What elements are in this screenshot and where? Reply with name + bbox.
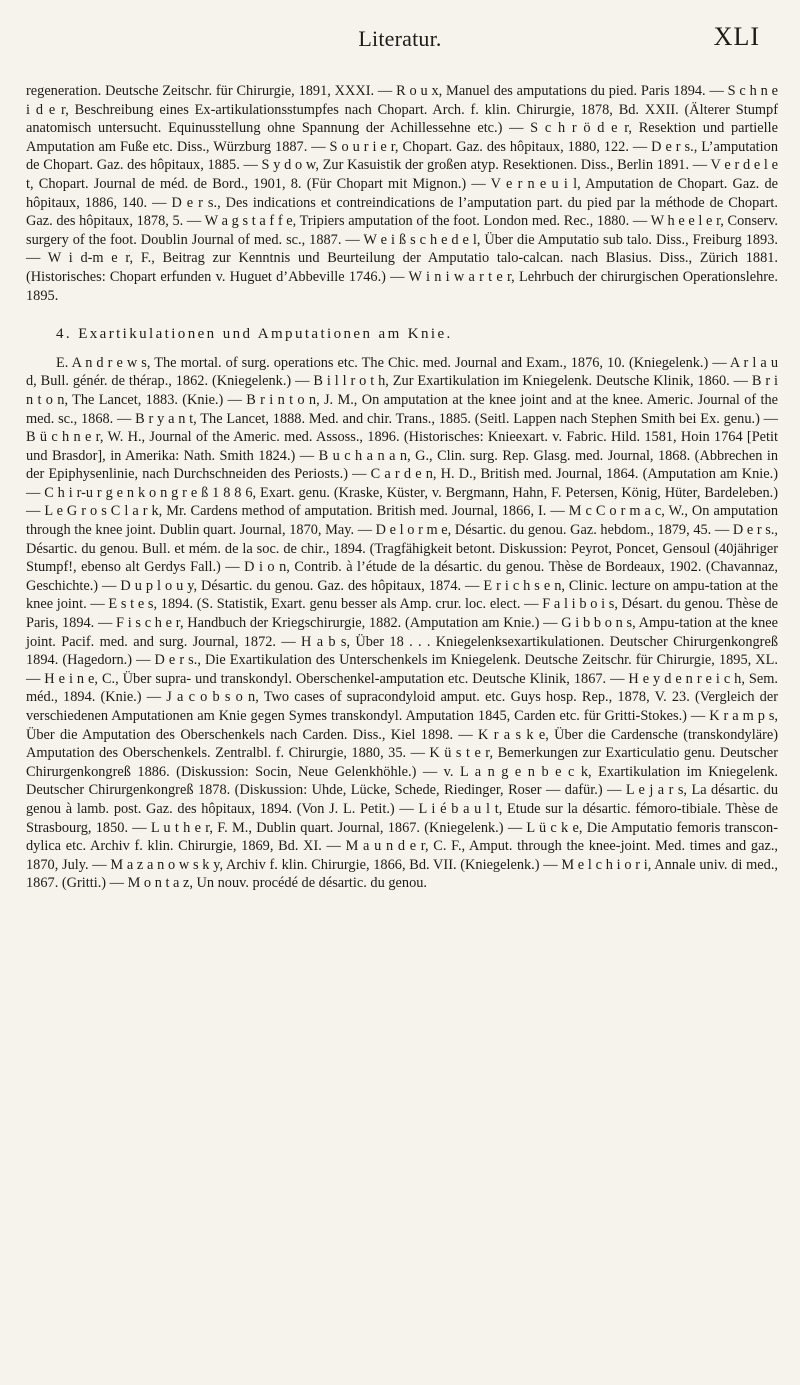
page-body xyxy=(26,82,778,893)
bibliography-paragraph-knee: E. A n d r e w s, The mortal. of surg. operations etc. The Chic. med. Journal and Exam., 1876, 10. (Kniegelenk.) — A r l a u d, Bull. génér. de thérap., 1862. (Kniegelenk.) — B i l l r o t h, Zur Exartikulation im Kniegelenk. Deutsche Klinik, 1860. — B r i n t o n, The Lancet, 1883. (Knie.) — B r i n t o n, J. M., On amputation at the knee joint and at the knee. Americ. Journal of the med. sc., 1868. — B r y a n t, The Lancet, 1888. Med. and chir. Trans., 1885. (Seitl. Lappen nach Stephen Smith bei Ex. genu.) — B ü c h n e r, W. H., Journal of the Americ. med. Assoss., 1896. (Historisches: Knieexart. v. Fabric. Hild. 1581, Hoin 1764 [Petit und Brasdor], in Amerika: Nath. Smith 1824.) — B u c h a n a n, G., Clin. surg. Rep. Glasg. med. Journal, 1868. (Abbrechen in der Epiphysenlinie, nach Durchschneiden des Periosts.) — C a r d e n, H. D., British med. Journal, 1864. (Amputation am Knie.) — C h i r-u r g e n k o n g r e ß 1 8 8 6, Exart. genu. (Kraske, Küster, v. Bergmann, Hahn, F. Petersen, König, Hüter, Bardeleben.) — L e G r o s C l a r k, Mr. Cardens method of amputation. British med. Journal, 1866, I. — M c C o r m a c, W., On amputation through the knee joint. Dublin quart. Journal, 1870, May. — D e l o r m e, Désartic. du genou. Gaz. hebdom., 1879, 45. — D e r s., Désartic. du genou. Bull. et mém. de la soc. de chir., 1894. (Tragfähigkeit betont. Diskussion: Peyrot, Poncet, Gensoul (40jähriger Stumpf!, ebenso alt Gerdys Fall.) — D i o n, Contrib. à l’étude de la désartic. du genou. Thèse de Bordeaux, 1902. (Chavannaz, Geschichte.) — D u p l o u y, Désartic. du genou. Gaz. des hôpitaux, 1874. — E r i c h s e n, Clinic. lecture on ampu-tation at the knee joint. — E s t e s, 1894. (S. Statistik, Exart. genu besser als Amp. crur. loc. elect. — F a l i b o i s, Désart. du genou. Thèse de Paris, 1894. — F i s c h e r, Handbuch der Kriegschirurgie, 1882. (Amputation am Knie.) — G i b b o n s, Ampu-tation at the knee joint. Pacif. med. and surg. Journal, 1872. — H a b s, Über 18 . . . Kniegelenksexartikulationen. Deutscher Chirurgenkongreß 1894. (Hagedorn.) — D e r s., Die Exartikulation des Unterschenkels im Kniegelenk. Deutsche Zeitschr. für Chirurgie, 1895, XL. — H e i n e, C., Über supra- und transkondyl. Oberschenkel-amputation etc. Deutsche Klinik, 1867. — H e y d e n r e i c h, Sem. méd., 1894. (Knie.) — J a c o b s o n, Two cases of supracondyloid amput. etc. Guys hosp. Rep., 1878, V. 23. (Vergleich der verschiedenen Amputationen am Knie gegen Symes transkondyl. Amputation 1845, Carden etc. für Gritti-Stokes.) — K r a m p s, Über die Amputation des Oberschenkels nach Carden. Diss., Kiel 1898. — K r a s k e, Über die Cardensche (transkondyläre) Amputation des Oberschenkels. Zentralbl. f. Chirurgie, 1880, 35. — K ü s t e r, Bemerkungen zur Exarticulatio genu. Deutscher Chirurgenkongreß 1886. (Diskussion: Socin, Neue Gelenkhöhle.) — v. L a n g e n b e c k, Exartikulation im Kniegelenk. Deutscher Chirurgenkongreß 1878. (Diskussion: Uhde, Lücke, Schede, Riedinger, Roser — dafür.) — L e j a r s, La désartic. du genou à lamb. post. Gaz. des hôpitaux, 1894. (Von J. L. Petit.) — L i é b a u l t, Etude sur la désartic. fémoro-tibiale. Thèse de Strasbourg, 1850. — L u t h e r, F. M., Dublin quart. Journal, 1867. (Kniegelenk.) — L ü c k e, Die Amputatio femoris transcon-dylica etc. Archiv f. klin. Chirurgie, 1869, Bd. XI. — M a u n d e r, C. F., Amput. through the knee-joint. Med. times and gaz., 1870, July. — M a z a n o w s k y, Archiv f. klin. Chirurgie, 1866, Bd. VII. (Kniegelenk.) — M e l c h i o r i, Annale univ. di med., 1867. (Gritti.) — M o n t a z, Un nouv. procédé de désartic. du genou. xyxy=(26,354,778,892)
section-heading: 4. Exartikulationen und Amputationen am Knie. xyxy=(56,326,453,343)
page-number: XLI xyxy=(713,22,760,51)
running-title: Literatur. xyxy=(358,26,442,51)
running-head xyxy=(0,12,800,52)
bibliography-paragraph-continued: regeneration. Deutsche Zeitschr. für Chirurgie, 1891, XXXI. — R o u x, Manuel des amputations du pied. Paris 1894. — S c h n e i d e r, Beschreibung eines Ex-artikulationsstumpfes nach Chopart. Arch. f. klin. Chirurgie, 1878, Bd. XXII. (Älterer Stumpf anatomisch untersucht. Equinusstellung ohne Spannung der Achillessehne etc.) — S c h r ö d e r, Resektion und partielle Amputation am Fuße etc. Diss., Würzburg 1887. — S o u r i e r, Chopart. Gaz. des hôpitaux, 1880, 122. — D e r s., L’amputation de Chopart. Gaz. des hôpitaux, 1885. — S y d o w, Zur Kasuistik der großen atyp. Resektionen. Diss., Berlin 1891. — V e r d e l e t, Chopart. Journal de méd. de Bord., 1901, 8. (Für Chopart mit Mignon.) — V e r n e u i l, Amputation de Chopart. Gaz. de hôpitaux, 1886, 140. — D e r s., Des indications et contreindications de l’amputation part. du pied par la méthode de Chopart. Gaz. des hôpitaux, 1878, 5. — W a g s t a f f e, Tripiers amputation of the foot. London med. Rec., 1880. — W h e e l e r, Conserv. surgery of the foot. Doublin Journal of med. sc., 1887. — W e i ß s c h e d e l, Über die Amputatio sub talo. Diss., Freiburg 1893. — W i d-m e r, F., Beitrag zur Kenntnis und Beurteilung der Amputatio talo-calcan. nach Blasius. Diss., Zürich 1881. (Historisches: Chopart erfunden v. Huguet d’Abbeville 1746.) — W i n i w a r t e r, Lehrbuch der chirurgischen Operationslehre. 1895. xyxy=(26,83,778,304)
